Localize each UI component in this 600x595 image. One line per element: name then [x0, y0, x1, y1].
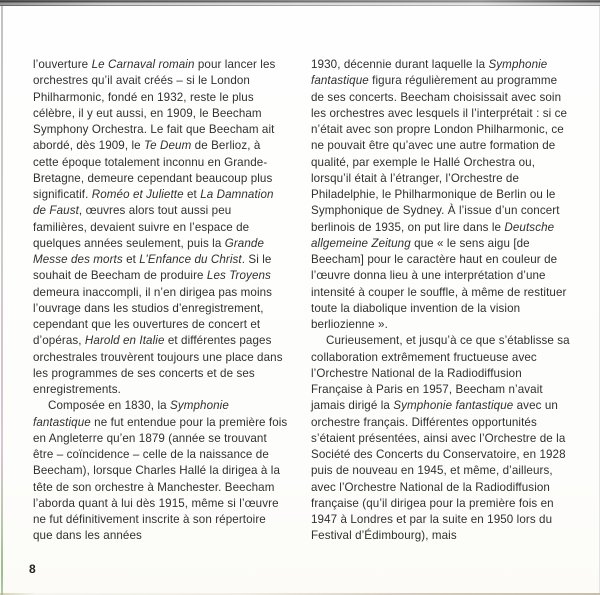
work-title-italic: Te Deum: [144, 139, 192, 153]
text-run: l’ouverture: [33, 58, 92, 71]
text-run: 1930, décennie durant laquelle la: [311, 58, 489, 71]
work-title-italic: La Damnation de Faust: [33, 188, 274, 218]
work-title-italic: Deutsche allgemeine Zeitung: [311, 220, 555, 250]
paragraph: [33, 57, 288, 398]
two-column-text-block: [33, 57, 571, 545]
paragraph: [311, 57, 571, 333]
page-number: 8: [29, 562, 36, 576]
text-run: et: [183, 188, 201, 201]
work-title-italic: Les Troyens: [206, 269, 271, 283]
text-run: . Si le souhait de Beecham de produire: [33, 253, 272, 283]
text-run: et: [122, 253, 140, 266]
paragraph: [311, 333, 571, 544]
text-run: , œuvres alors tout aussi peu familières, devaient suivre en l’espace de quelques années seulement, puis la: [33, 204, 250, 250]
text-run: pour lancer les orchestres qu’il avait créés – si le London Philharmonic, fondé en 1932, reste le plus célèbre, il y eut aussi, en 1909, le Beecham Symphony Orchestra. Le fait que Beecham ait abordé, dès 1909, le: [33, 58, 276, 153]
text-run: que « le sens aigu [de Beecham] pour le caractère haut en couleur de l’œuvre donna lieu à une interprétation d’une intensité à couper le souffle, à même de restituer toute la diabolique invention de la vision berliozienne ».: [311, 236, 567, 331]
text-column-right: [311, 57, 571, 545]
work-title-italic: Grande Messe des morts: [33, 236, 264, 266]
work-title-italic: Le Carnaval romain: [91, 58, 195, 71]
scan-top-edge: [0, 0, 600, 6]
text-run: Composée en 1830, la: [48, 399, 170, 413]
text-run: figura régulièrement au programme de ses concerts. Beecham choisissait avec soin les orchestres avec lesquels il l’interprétait : si ce n’était avec son propre London Philharmonic, ce ne pouvait être qu’avec une autre formation de qualité, par exemple le Hallé Orchestra ou, lorsqu’il était à l’étranger, l’Orchestre de Philadelphie, le Philharmonique de Berlin ou le Symphonique de Sydney. À l’issue d’un concert berlinois de 1935, on put lire dans le: [311, 74, 568, 234]
text-run: demeura inaccompli, il n’en dirigea pas moins l’ouvrage dans les studios d’enregistrement, cependant que les ouvertures de concert et d’opéras,: [33, 285, 273, 348]
work-title-italic: Harold en Italie: [84, 334, 165, 348]
paragraph: [33, 398, 288, 544]
work-title-italic: L’Enfance du Christ: [139, 253, 242, 266]
work-title-italic: Roméo et Juliette: [91, 188, 184, 201]
work-title-italic: Symphonie fantastique: [33, 399, 229, 429]
text-run: Curieusement, et jusqu’à ce que s’établisse sa collaboration extrêmement fructueuse avec l’Orchestre National de la Radiodiffusion Française à Paris en 1957, Beecham n’avait jamais dirigé la: [311, 334, 570, 413]
scan-left-edge: [1, 6, 3, 595]
text-run: et différentes pages orchestrales trouvèrent toujours une place dans les programmes de ses concerts et de ses enregistrements.: [33, 334, 283, 396]
text-run: de Berlioz, à cette époque totalement inconnu en Grande-Bretagne, demeure cependant beaucoup plus significatif.: [33, 139, 273, 201]
work-title-italic: Symphonie fantastique: [393, 399, 514, 413]
text-column-left: [33, 57, 288, 545]
work-title-italic: Symphonie fantastique: [311, 58, 548, 88]
text-run: avec un orchestre français. Différentes opportunités s’étaient présentées, ainsi avec l’Orchestre de la Société des Concerts du Conservatoire, en 1928 puis de nouveau en 1945, et même, d’ailleurs, avec l’Orchestre National de la Radiodiffusion française (qu’il dirigea pour la première fois en 1947 à Londres et par la suite en 1950 lors du Festival d’Édimbourg), mais: [311, 399, 566, 543]
text-run: ne fut entendue pour la première fois en Angleterre qu’en 1879 (année se trouvant être – coïncidence – celle de la naissance de Beecham), lorsque Charles Hallé la dirigea à la tête de son orchestre à Manchester. Beecham l’aborda quant à lui dès 1915, même si l’œuvre ne fut définitivement inscrite à son répertoire que dans les années: [33, 415, 288, 543]
